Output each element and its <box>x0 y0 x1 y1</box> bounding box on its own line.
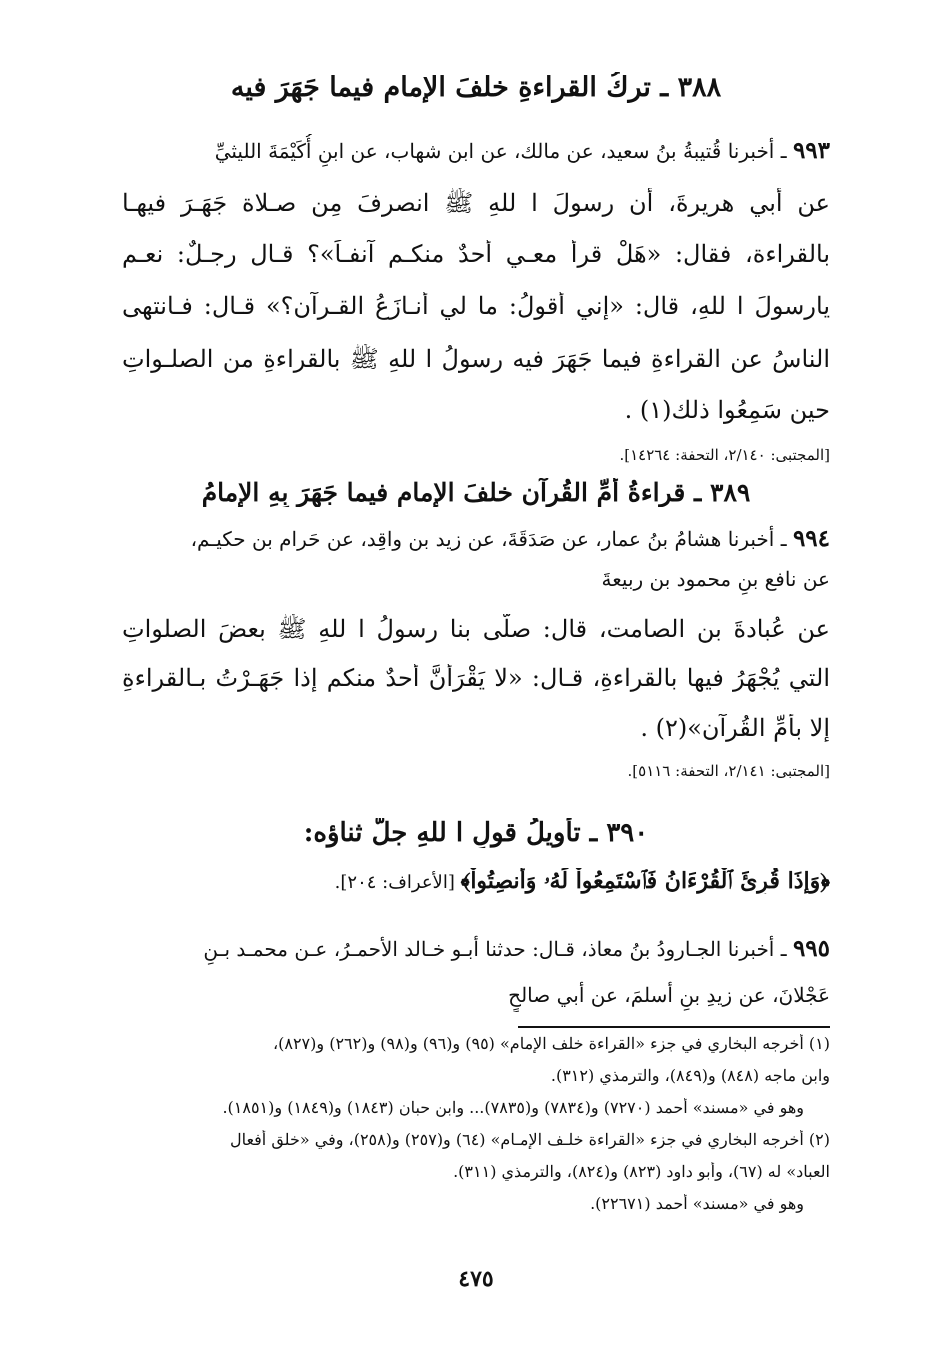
hadith-993-text-line-1: عن أبي هريرةَ، أن رسولَ ا للهِ ﷺ انصرفَ مِن صـلاة جَهَـرَ فيهـا <box>122 189 830 217</box>
hadith-995-chain: ـ أخبرنا الجـارودُ بنُ معاذ، قـال: حدثنا أبـو خـالد الأحمـرُ، عـن محمـد بـنِ <box>203 937 793 961</box>
quran-verse <box>120 868 830 894</box>
quran-verse-text: ﴿وَإِذَا قُرِئَ ٱلْقُرْءَانُ فَٱسْتَمِعُواْ لَهُۥ وَأَنصِتُواْ﴾ <box>460 868 830 894</box>
footnote-2-line-3: وهو في «مسند» أحمد (٢٢٦٧١). <box>590 1194 804 1213</box>
hadith-994-isnad <box>110 522 830 556</box>
hadith-994-source: [المجتبى: ٢/١٤١، التحفة: ٥١١٦]. <box>627 762 830 780</box>
footnote-2-line-2: العباد» له (٦٧)، وأبو داود (٨٢٣) و(٨٢٤)، والترمذي (٣١١). <box>453 1162 830 1181</box>
footnote-2-line-1: (٢) أخرجه البخاري في جزء «القراءة خلـف الإمـام» (٦٤) و(٢٥٧) و(٢٥٨)، وفي «خلق أفعال <box>229 1130 830 1149</box>
hadith-994-chain-line-2: عن نافع بنِ محمود بن ربيعةَ <box>601 567 830 591</box>
page-number: ٤٧٥ <box>458 1266 494 1292</box>
hadith-993-text-line-4: الناسُ عن القراءةِ فيما جَهَرَ فيه رسولُ ا للهِ ﷺ بالقراءةِ من الصلـواتِ <box>122 345 830 373</box>
hadith-993-text-line-5: حين سَمِعُوا ذلك(١) . <box>624 396 830 424</box>
chapter-389-title: ٣٨٩ ـ قراءةُ أُمِّ القُرآن خلفَ الإمام فيما جَهَرَ بِهِ الإمامُ <box>201 478 751 507</box>
hadith-995-isnad <box>110 932 830 966</box>
hadith-994-text-line-3: إلا بأُمِّ القُرآن»(٢) . <box>640 714 830 742</box>
hadith-993-isnad <box>110 134 830 168</box>
quran-verse-reference: [الأعراف: ٢٠٤]. <box>334 872 461 893</box>
chapter-390-title: ٣٩٠ ـ تأويلُ قولِ ا للهِ جلَّ ثناؤه: <box>303 818 649 848</box>
footnote-separator <box>518 1026 830 1028</box>
hadith-993-chain: ـ أخبرنا قُتيبةُ بنُ سعيد، عن مالك، عن ابن شهاب، عن ابنِ أُكَيْمَةَ الليثيِّ <box>214 139 793 163</box>
chapter-388-title: ٣٨٨ ـ تركُ القراءةِ خلفَ الإمامِ فيما جَهَرَ فيه <box>230 72 722 103</box>
hadith-993-number: ٩٩٣ <box>792 137 830 164</box>
hadith-994-text-line-1: عن عُبادةَ بن الصامت، قال: صلَّى بنا رسولُ ا للهِ ﷺ بعضَ الصلواتِ <box>122 615 830 643</box>
footnote-1-line-3: وهو في «مسند» أحمد (٧٢٧٠) و(٧٨٣٤) و(٧٨٣٥)... وابن حبان (١٨٤٣) و(١٨٤٩) و(١٨٥١). <box>222 1098 804 1117</box>
footnote-1-line-1: (١) أخرجه البخاري في جزء «القراءة خلف الإمام» (٩٥) و(٩٦) و(٩٨) و(٢٦٢) و(٨٢٧)، <box>272 1034 830 1053</box>
hadith-993-source: [المجتبى: ٢/١٤٠، التحفة: ١٤٢٦٤]. <box>619 446 830 464</box>
hadith-995-chain-line-2: عَجْلانَ، عن زيدِ بنِ أسلمَ، عن أبي صالحٍ <box>508 983 830 1007</box>
hadith-994-chain: ـ أخبرنا هشامُ بنُ عمار، عن صَدَقَةَ، عن زيد بن واقِد، عن حَرام بن حكيـم، <box>190 527 793 551</box>
hadith-993-text-line-2: بالقراءة، فقال: «هَلْ قرأ معـي أحدٌ منكـم آنفـاً»؟ قـال رجـلٌ: نعـم <box>122 240 830 268</box>
hadith-994-number: ٩٩٤ <box>792 525 830 552</box>
hadith-993-text-line-3: يارسولَ ا للهِ، قال: «إني أقولُ: ما لي أُنـازَعُ القـرآن؟» قـال: فـانتهى <box>122 292 830 320</box>
hadith-994-text-line-2: التي يُجْهَرُ فيها بالقراءةِ، قـال: «لا يَقْرَأَنَّ أحدٌ منكم إذا جَهَـرْتُ بـالقراءةِ <box>122 664 830 692</box>
hadith-995-number: ٩٩٥ <box>792 935 830 962</box>
footnote-1-line-2: وابن ماجه (٨٤٨) و(٨٤٩)، والترمذي (٣١٢). <box>550 1066 830 1085</box>
